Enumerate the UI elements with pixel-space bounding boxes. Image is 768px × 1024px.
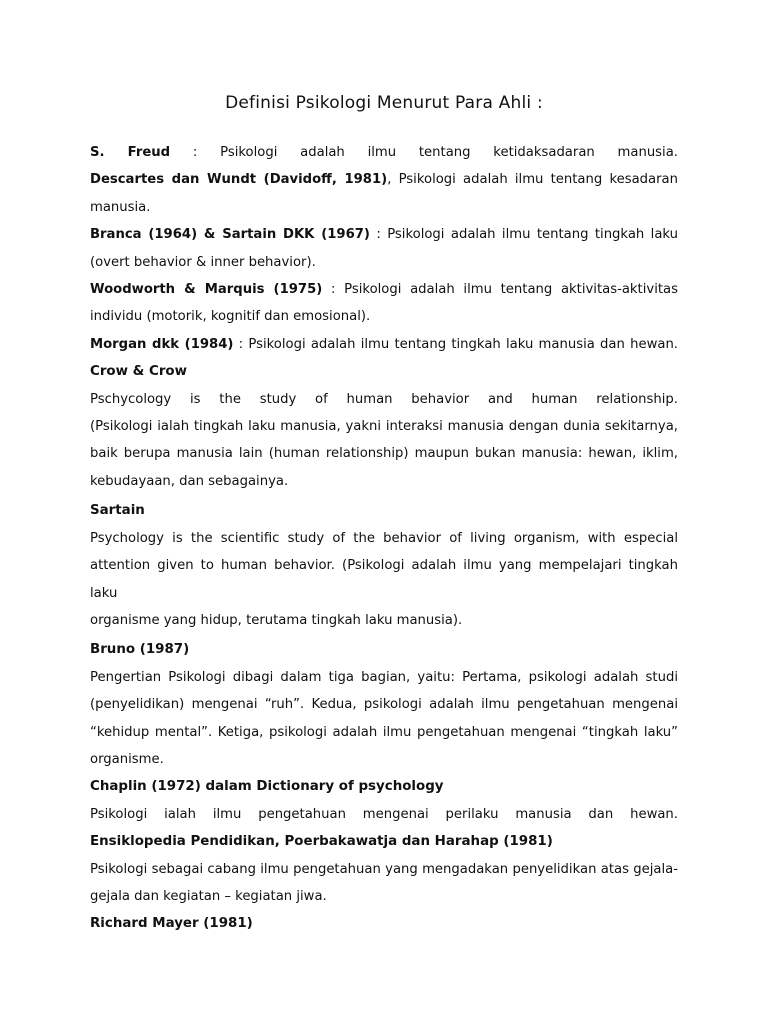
definition-line: baik berupa manusia lain (human relationship) maupun bukan manusia: hewan, iklim,: [90, 446, 678, 462]
definition-line: “kehidup mental”. Ketiga, psikologi adalah ilmu pengetahuan mengenai “tingkah laku”: [90, 724, 678, 740]
author-heading: Bruno (1987): [90, 642, 190, 658]
definition-line: (Psikologi ialah tingkah laku manusia, yakni interaksi manusia dengan dunia sekitarnya,: [90, 419, 678, 435]
section-heading-sartain: [90, 497, 678, 524]
definition-text: : Psikologi adalah ilmu tentang aktivitas-aktivitas: [322, 282, 678, 298]
definition-line: Pschycology is the study of human behavior and human relationship.: [90, 391, 678, 407]
definition-line: Psikologi sebagai cabang ilmu pengetahuan yang mengadakan penyelidikan atas gejala-: [90, 861, 678, 877]
author-heading: Sartain: [90, 503, 145, 519]
definition-morgan: [90, 331, 678, 358]
author-heading: Crow & Crow: [90, 364, 188, 380]
definition-text: : Psikologi adalah ilmu tentang ketidaksadaran manusia.: [170, 145, 678, 160]
definition-line: organisme yang hidup, terutama tingkah laku manusia).: [90, 612, 463, 628]
author-heading: Descartes dan Wundt (Davidoff, 1981): [90, 172, 388, 188]
section-heading-ensiklopedia: [90, 828, 678, 855]
section-heading-bruno: [90, 636, 678, 663]
section-heading-chaplin: [90, 773, 678, 800]
author-heading: S. Freud: [90, 145, 171, 160]
definition-line: (penyelidikan) mengenai “ruh”. Kedua, psikologi adalah ilmu pengetahuan mengenai: [90, 697, 678, 713]
page-title: Definisi Psikologi Menurut Para Ahli :: [225, 93, 543, 113]
author-heading: Branca (1964) & Sartain DKK (1967): [90, 227, 370, 243]
definition-line: Psikologi ialah ilmu pengetahuan mengenai perilaku manusia dan hewan.: [90, 806, 678, 822]
definition-text: , Psikologi adalah ilmu tentang kesadaran: [387, 172, 678, 188]
author-heading: Woodworth & Marquis (1975): [90, 282, 323, 298]
definition-text-continued: (overt behavior & inner behavior).: [90, 254, 316, 270]
definition-freud: [90, 139, 678, 166]
definition-text: : Psikologi adalah ilmu tentang tingkah laku: [369, 227, 678, 243]
definition-descartes-wundt: [90, 166, 678, 193]
author-heading: Ensiklopedia Pendidikan, Poerbakawatja dan Harahap (1981): [90, 834, 553, 850]
section-heading-crow: [90, 358, 678, 385]
definition-line: kebudayaan, dan sebagainya.: [90, 473, 289, 489]
definition-line: attention given to human behavior. (Psikologi adalah ilmu yang mempelajari tingkah laku: [90, 558, 678, 601]
definitions-list: [90, 139, 678, 938]
definition-line: Pengertian Psikologi dibagi dalam tiga bagian, yaitu: Pertama, psikologi adalah studi: [90, 669, 678, 685]
definition-text-continued: manusia.: [90, 199, 151, 215]
definition-line: gejala dan kegiatan – kegiatan jiwa.: [90, 888, 327, 904]
definition-line: organisme.: [90, 751, 164, 767]
definition-line: Psychology is the scientific study of the behavior of living organism, with especial: [90, 530, 678, 546]
definition-branca-sartain: [90, 221, 678, 248]
section-heading-mayer: [90, 910, 678, 937]
definition-text-continued: individu (motorik, kognitif dan emosional).: [90, 309, 371, 325]
author-heading: Chaplin (1972) dalam Dictionary of psychology: [90, 779, 444, 795]
author-heading: Richard Mayer (1981): [90, 916, 253, 932]
definition-text: : Psikologi adalah ilmu tentang tingkah laku manusia dan hewan.: [233, 336, 678, 352]
definition-woodworth-marquis: [90, 276, 678, 303]
author-heading: Morgan dkk (1984): [90, 336, 234, 352]
